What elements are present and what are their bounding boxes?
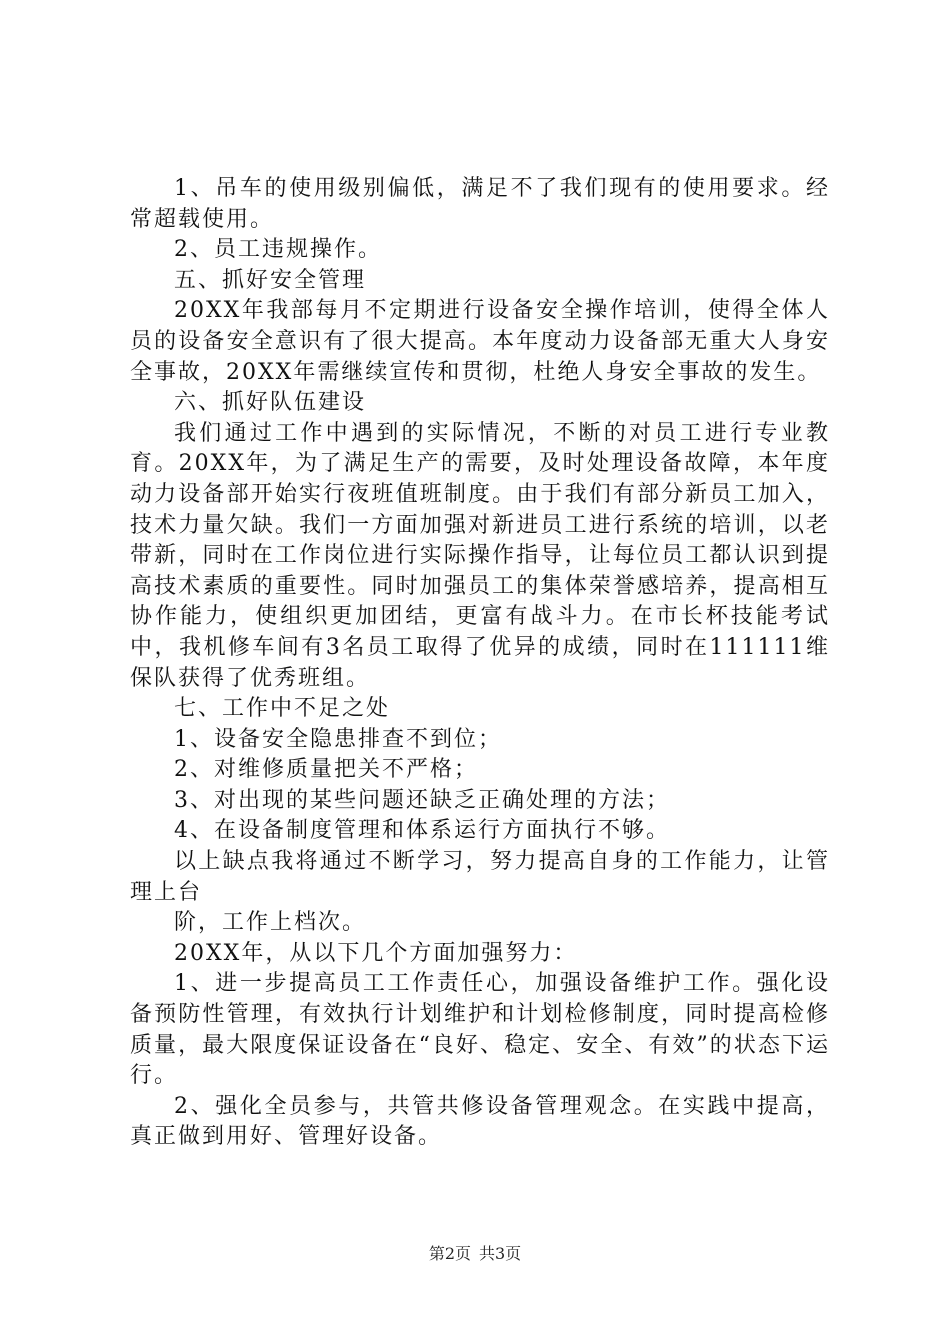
section-heading: 七、工作中不足之处 (174, 696, 391, 722)
page-total: 共3页 (479, 1244, 522, 1263)
paragraph: 1、吊车的使用级别偏低，满足不了我们现有的使用要求。经常超载使用。 (130, 176, 830, 232)
page-footer (0, 1241, 950, 1264)
list-item: 2、对维修质量把关不严格； (174, 757, 478, 783)
document-body (130, 174, 830, 1153)
paragraph: 阶，工作上档次。 (174, 910, 367, 936)
section-heading: 六、抓好队伍建设 (174, 390, 367, 416)
paragraph: 2、员工违规操作。 (174, 237, 382, 263)
list-item: 3、对出现的某些问题还缺乏正确处理的方法； (174, 787, 670, 813)
paragraph: 以上缺点我将通过不断学习，努力提高自身的工作能力，让管理上台 (130, 849, 830, 905)
list-item: 1、进一步提高员工工作责任心，加强设备维护工作。强化设备预防性管理，有效执行计划维护和计划检修制度，同时提高检修质量，最大限度保证设备在“良好、稳定、安全、有效”的状态下运行。 (130, 971, 830, 1089)
list-item: 4、在设备制度管理和体系运行方面执行不够。 (174, 818, 670, 844)
paragraph: 20XX年，从以下几个方面加强努力： (174, 940, 578, 966)
paragraph: 我们通过工作中遇到的实际情况，不断的对员工进行专业教育。20XX年，为了满足生产的需要，及时处理设备故障，本年度动力设备部开始实行夜班值班制度。由于我们有部分新员工加入，技术力量欠缺。我们一方面加强对新进员工进行系统的培训，以老带新，同时在工作岗位进行实际操作指导，让每位员工都认识到提高技术素质的重要性。同时加强员工的集体荣誉感培养，提高相互协作能力，使组织更加团结，更富有战斗力。在市长杯技能考试中，我机修车间有3名员工取得了优异的成绩，同时在111111维保队获得了优秀班组。 (130, 420, 830, 691)
list-item: 1、设备安全隐患排查不到位； (174, 726, 502, 752)
section-heading: 五、抓好安全管理 (174, 267, 367, 293)
list-item: 2、强化全员参与，共管共修设备管理观念。在实践中提高，真正做到用好、管理好设备。 (130, 1093, 830, 1150)
paragraph: 20XX年我部每月不定期进行设备安全操作培训，使得全体人员的设备安全意识有了很大提高。本年度动力设备部无重大人身安全事故，20XX年需继续宣传和贯彻，杜绝人身安全事故的发生。 (130, 298, 830, 385)
page-number: 第2页 (428, 1244, 471, 1263)
